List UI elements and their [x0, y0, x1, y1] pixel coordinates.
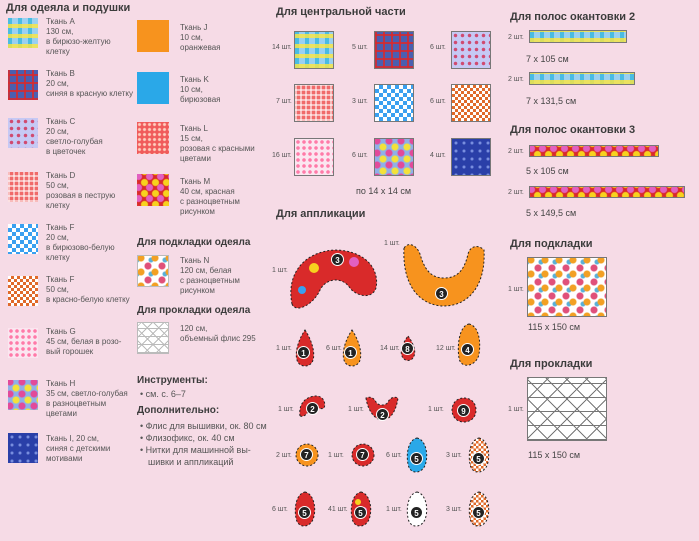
fabric-swatch-c — [8, 118, 38, 148]
center-block — [451, 31, 491, 69]
padding-size: 115 x 150 см — [528, 450, 581, 460]
center-block — [374, 84, 414, 122]
strip-size: 5 x 149,5 см — [526, 208, 577, 218]
fabric-swatch-l — [137, 122, 169, 154]
piece-qty: 3 шт. — [446, 452, 462, 459]
block-qty: 16 шт. — [272, 152, 292, 159]
binding-strip — [529, 72, 635, 85]
piece-number: 5 — [410, 506, 423, 519]
padding-swatch — [527, 377, 607, 441]
piece-number: 3 — [435, 287, 448, 300]
section-title-padding: Для прокладки — [510, 358, 593, 370]
piece-qty: 2 шт. — [276, 452, 292, 459]
fabric-desc-c: Ткань C 20 см, светло-голубая в цветочек — [46, 117, 103, 156]
strip-qty: 2 шт. — [508, 148, 524, 155]
strip-size: 5 x 105 см — [526, 166, 569, 176]
piece-number: 5 — [472, 452, 485, 465]
piece-number: 9 — [457, 404, 470, 417]
fabric-desc-j: Ткань J 10 см, оранжевая — [180, 23, 221, 52]
piece-qty: 1 шт. — [386, 506, 402, 513]
piece-number: 8 — [401, 342, 414, 355]
block-qty: 3 шт. — [352, 98, 368, 105]
fabric-desc-h: Ткань H 35 см, светло-голубая в разноцветным цветами — [46, 379, 128, 418]
extra-title: Дополнительно: — [137, 405, 220, 416]
piece-number: 2 — [376, 408, 389, 421]
piece-qty: 1 шт. — [384, 240, 400, 247]
fabric-swatch-d — [8, 172, 38, 202]
center-block — [451, 138, 491, 176]
tools-item: • см. с. 6–7 — [140, 389, 186, 399]
fabric-swatch-k — [137, 72, 169, 104]
binding-strip — [529, 30, 627, 43]
piece-number: 7 — [300, 448, 313, 461]
piece-qty: 1 шт. — [278, 406, 294, 413]
strip-qty: 2 шт. — [508, 34, 524, 41]
fabric-desc-b: Ткань B 20 см, синяя в красную клетку — [46, 69, 133, 98]
block-qty: 6 шт. — [430, 44, 446, 51]
block-qty: 7 шт. — [276, 98, 292, 105]
block-qty: 6 шт. — [352, 152, 368, 159]
fabric-swatch-fleece — [137, 322, 169, 354]
section-title-binding-3: Для полос окантовки 3 — [510, 124, 636, 136]
section-title-lining: Для подкладки — [510, 238, 593, 250]
piece-qty: 3 шт. — [446, 506, 462, 513]
section-title-quilt-pillow: Для одеяла и подушки — [6, 2, 131, 14]
piece-qty: 1 шт. — [276, 345, 292, 352]
section-title-quilt-lining: Для подкладки одеяла — [137, 237, 251, 248]
center-block — [374, 31, 414, 69]
strip-size: 7 x 105 см — [526, 54, 569, 64]
piece-number: 2 — [306, 402, 319, 415]
block-qty: 4 шт. — [430, 152, 446, 159]
strip-qty: 2 шт. — [508, 76, 524, 83]
center-block — [294, 31, 334, 69]
fabric-swatch-h — [8, 380, 38, 410]
fabric-swatch-i — [8, 433, 38, 463]
block-qty: 5 шт. — [352, 44, 368, 51]
fabric-desc-l: Ткань L 15 см, розовая с красными цветами — [180, 124, 255, 163]
block-qty: 6 шт. — [430, 98, 446, 105]
extra-list: • Флис для вышивки, ок. 80 см • Флизофикс, ок. 40 см • Нитки для машинной вы- шивки и аппликаций — [140, 421, 267, 467]
piece-number: 7 — [356, 448, 369, 461]
fabric-swatch-b — [8, 70, 38, 100]
center-block-size: по 14 x 14 см — [356, 186, 412, 196]
piece-qty: 6 шт. — [272, 506, 288, 513]
fabric-desc-k: Ткань K 10 см, бирюзовая — [180, 75, 221, 104]
piece-number: 3 — [331, 253, 344, 266]
piece-number: 5 — [298, 506, 311, 519]
tools-title: Инструменты: — [137, 375, 208, 386]
binding-strip — [529, 186, 685, 198]
section-title-applique: Для аппликации — [276, 208, 366, 220]
piece-number: 1 — [344, 346, 357, 359]
piece-number: 5 — [410, 452, 423, 465]
center-block — [294, 138, 334, 176]
lining-swatch — [527, 257, 607, 317]
strip-qty: 2 шт. — [508, 189, 524, 196]
strip-size: 7 x 131,5 см — [526, 96, 577, 106]
fabric-swatch-g — [8, 328, 38, 358]
fabric-swatch-e — [8, 224, 38, 254]
piece-qty: 14 шт. — [380, 345, 400, 352]
fabric-desc-fleece: 120 см, объемный флис 295 — [180, 324, 256, 343]
piece-qty: 6 шт. — [326, 345, 342, 352]
lining-size: 115 x 150 см — [528, 322, 581, 332]
piece-qty: 6 шт. — [386, 452, 402, 459]
fabric-desc-g: Ткань G 45 см, белая в розо- вый горошек — [46, 327, 122, 356]
piece-number: 5 — [472, 506, 485, 519]
center-block — [294, 84, 334, 122]
fabric-desc-d: Ткань D 50 см, розовая в пеструю клетку — [46, 171, 116, 210]
center-block — [451, 84, 491, 122]
fabric-desc-i: Ткань I, 20 см, синяя с детскими мотивами — [46, 434, 111, 463]
fabric-swatch-f — [8, 276, 38, 306]
section-title-binding-2: Для полос окантовки 2 — [510, 11, 636, 23]
fabric-swatch-m — [137, 174, 169, 206]
piece-qty: 41 шт. — [328, 506, 348, 513]
padding-qty: 1 шт. — [508, 406, 524, 413]
piece-qty: 1 шт. — [428, 406, 444, 413]
fabric-swatch-a — [8, 18, 38, 48]
fabric-swatch-j — [137, 20, 169, 52]
center-block — [374, 138, 414, 176]
section-title-center: Для центральной части — [276, 6, 406, 18]
fabric-desc-n: Ткань N 120 см, белая с разноцветным рисунком — [180, 256, 240, 295]
fabric-desc-m: Ткань M 40 см, красная с разноцветным рисунком — [180, 177, 240, 216]
binding-strip — [529, 145, 659, 157]
lining-qty: 1 шт. — [508, 286, 524, 293]
piece-qty: 1 шт. — [348, 406, 364, 413]
piece-number: 1 — [297, 346, 310, 359]
fabric-swatch-n — [137, 255, 169, 287]
fabric-desc-a: Ткань A 130 см, в бирюзо-желтую клетку — [46, 17, 111, 56]
fabric-desc-f: Ткань F 50 см, в красно-белую клетку — [46, 275, 130, 304]
piece-number: 4 — [461, 343, 474, 356]
piece-qty: 12 шт. — [436, 345, 456, 352]
piece-qty: 1 шт. — [272, 267, 288, 274]
piece-qty: 1 шт. — [328, 452, 344, 459]
fabric-desc-e: Ткань F 20 см, в бирюзово-белую клетку — [46, 223, 115, 262]
section-title-quilt-padding: Для прокладки одеяла — [137, 305, 251, 316]
piece-number: 5 — [354, 506, 367, 519]
block-qty: 14 шт. — [272, 44, 292, 51]
